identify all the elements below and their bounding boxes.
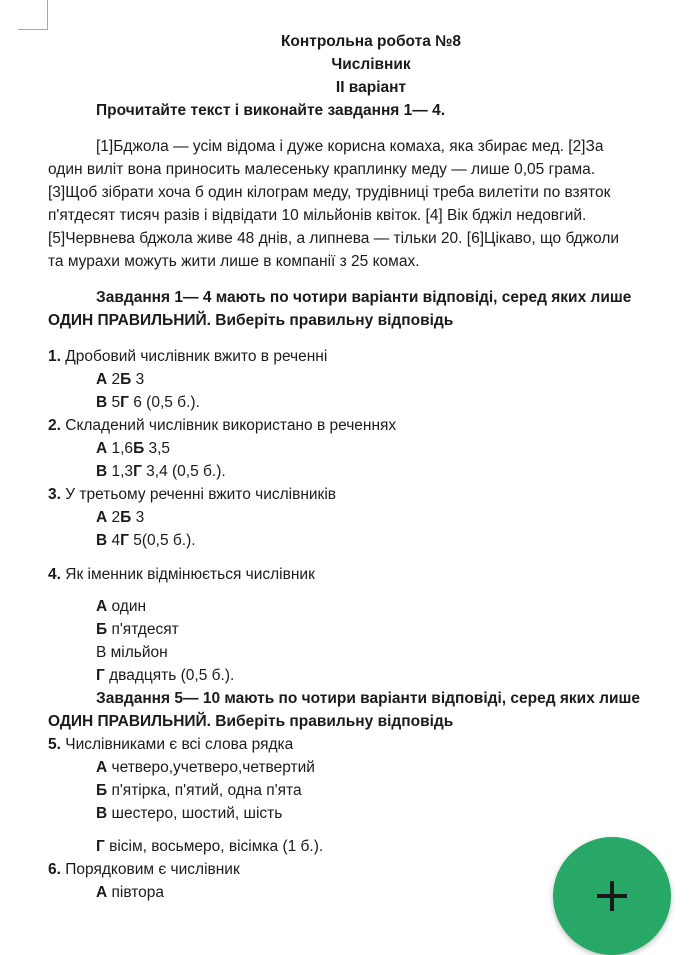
variant-label: ІІ варіант xyxy=(335,79,407,96)
option-label: А xyxy=(96,759,108,776)
answer-option xyxy=(96,643,168,663)
option-label: В xyxy=(96,532,108,549)
answer-option xyxy=(96,597,146,617)
question-text: Дробовий числівник вжито в реченні xyxy=(60,348,328,365)
document-title: Контрольна робота №8 xyxy=(280,33,462,50)
option-value: 3,5 xyxy=(144,440,171,457)
question-4 xyxy=(48,565,315,585)
option-label: Г xyxy=(96,838,105,855)
option-label: Б xyxy=(120,371,132,388)
question-number: 4. xyxy=(48,566,61,583)
answer-options-row xyxy=(96,462,226,482)
question-number: 1. xyxy=(48,348,61,365)
option-label: А xyxy=(96,440,108,457)
answer-option xyxy=(96,883,164,903)
question-3 xyxy=(48,485,336,505)
plus-icon xyxy=(610,881,614,911)
question-text: У третьому реченні вжито числівників xyxy=(60,486,337,503)
text-line: п'ятдесят тисяч разів і відвідати 10 мільйонів квіток. [4] Вік бджіл недовгий. xyxy=(48,207,587,224)
option-label: В xyxy=(96,463,108,480)
option-value: 2 xyxy=(107,509,121,526)
option-value: 1,6 xyxy=(107,440,134,457)
option-value: В мільйон xyxy=(96,644,168,661)
text-line: [3]Щоб зібрати хоча б один кілограм меду, трудівниці треба вилетіти по взяток xyxy=(48,184,611,201)
question-number: 6. xyxy=(48,861,61,878)
question-2 xyxy=(48,416,396,436)
answer-options-row xyxy=(96,370,144,390)
question-number: 3. xyxy=(48,486,61,503)
option-value: вісім, восьмеро, вісімка (1 б.). xyxy=(104,838,324,855)
answer-options-row xyxy=(96,531,196,551)
document-subtitle: Числівник xyxy=(331,56,411,73)
option-label: Б xyxy=(96,621,108,638)
option-value: шестеро, шостий, шість xyxy=(107,805,283,822)
answer-option xyxy=(96,837,323,857)
question-6 xyxy=(48,860,240,880)
option-value: 6 (0,5 б.). xyxy=(128,394,200,411)
section-instruction: ОДИН ПРАВИЛЬНИЙ. Виберіть правильну відповідь xyxy=(48,713,454,730)
option-label: Г xyxy=(96,667,105,684)
answer-option xyxy=(96,804,282,824)
answer-option xyxy=(96,758,315,778)
instruction-heading: Прочитайте текст і виконайте завдання 1— 4. xyxy=(96,102,446,119)
option-value: п'ятдесят xyxy=(107,621,179,638)
option-label: Г xyxy=(120,532,129,549)
text-line: [5]Червнева бджола живе 48 днів, а липнева — тільки 20. [6]Цікаво, що бджоли xyxy=(48,230,620,247)
text-line: [1]Бджола — усім відома і дуже корисна комаха, яка збирає мед. [2]За xyxy=(96,138,604,155)
answer-options-row xyxy=(96,508,144,528)
question-text: Числівниками є всі слова рядка xyxy=(60,736,294,753)
option-value: 5 xyxy=(107,394,121,411)
question-5 xyxy=(48,735,293,755)
option-label: Б xyxy=(120,509,132,526)
page-corner-mark xyxy=(47,0,48,30)
question-text: Як іменник відмінюється числівник xyxy=(60,566,315,583)
option-label: Г xyxy=(133,463,142,480)
option-value: півтора xyxy=(107,884,165,901)
option-value: 3,4 (0,5 б.). xyxy=(141,463,226,480)
section-instruction: ОДИН ПРАВИЛЬНИЙ. Виберіть правильну відповідь xyxy=(48,312,454,329)
answer-option xyxy=(96,666,234,686)
option-value: 2 xyxy=(107,371,121,388)
page-corner-mark xyxy=(18,29,48,30)
question-number: 5. xyxy=(48,736,61,753)
option-label: А xyxy=(96,509,108,526)
option-value: четверо,учетверо,четвертий xyxy=(107,759,315,776)
section-instruction: Завдання 1— 4 мають по чотири варіанти відповіді, серед яких лише xyxy=(96,289,632,306)
text-line: один виліт вона приносить малесеньку краплинку меду — лише 0,05 грама. xyxy=(48,161,596,178)
option-value: 3 xyxy=(131,509,145,526)
option-label: Б xyxy=(96,782,108,799)
option-label: А xyxy=(96,884,108,901)
question-number: 2. xyxy=(48,417,61,434)
option-value: один xyxy=(107,598,147,615)
option-value: 1,3 xyxy=(107,463,134,480)
option-value: 4 xyxy=(107,532,121,549)
answer-options-row xyxy=(96,393,200,413)
option-label: Б xyxy=(133,440,145,457)
option-label: В xyxy=(96,805,108,822)
answer-option xyxy=(96,781,302,801)
option-label: В xyxy=(96,394,108,411)
question-1 xyxy=(48,347,327,367)
question-text: Складений числівник використано в реченнях xyxy=(60,417,397,434)
question-text: Порядковим є числівник xyxy=(60,861,240,878)
answer-option xyxy=(96,620,179,640)
option-value: 5(0,5 б.). xyxy=(128,532,196,549)
option-label: А xyxy=(96,371,108,388)
section-instruction: Завдання 5— 10 мають по чотири варіанти відповіді, серед яких лише xyxy=(96,690,641,707)
option-value: 3 xyxy=(131,371,145,388)
answer-options-row xyxy=(96,439,170,459)
option-value: двадцять (0,5 б.). xyxy=(104,667,235,684)
option-label: А xyxy=(96,598,108,615)
option-label: Г xyxy=(120,394,129,411)
text-line: та мурахи можуть жити лише в компанії з 25 комах. xyxy=(48,253,420,270)
add-button[interactable] xyxy=(553,837,671,955)
option-value: п'ятірка, п'ятий, одна п'ята xyxy=(107,782,302,799)
